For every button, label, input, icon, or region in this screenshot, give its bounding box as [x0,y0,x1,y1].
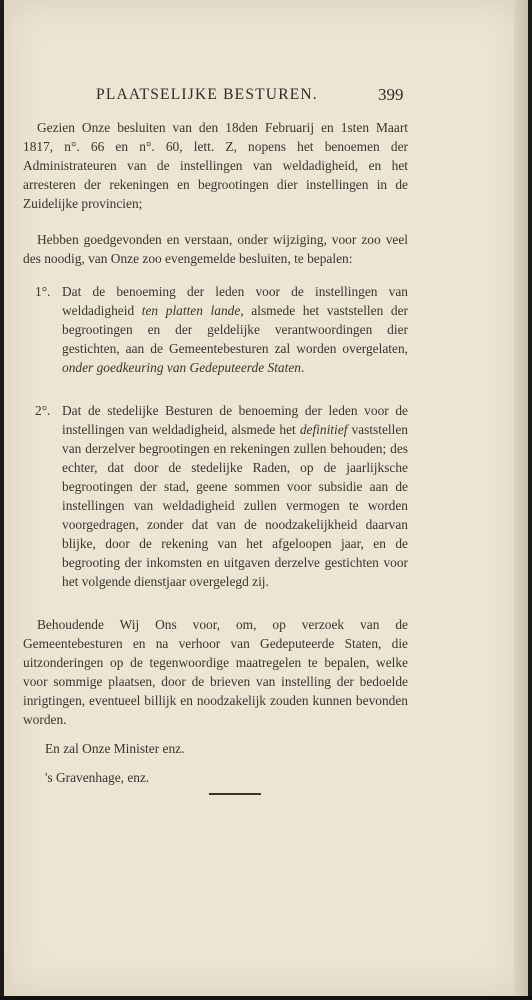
page-header [4,86,524,110]
running-title: PLAATSELIJKE BESTUREN. [96,86,318,103]
article-number: 1°. [35,284,51,299]
italic-phrase: ten platten lande [141,303,241,318]
paragraph-preamble: Gezien Onze besluiten van den 18den Februarij en 1sten Maart 1817, n°. 66 en n°. 60, lett. Z, nopens het benoemen der Administrateuren van de instellingen van weldadigheid, en het arresteren der rekeningen en begrootingen dier instellingen in de Zuidelijke provincien; [23,120,408,211]
closing-line-place: 's Gravenhage, enz. [45,770,150,785]
paragraph-resolution: Hebben goedgevonden en verstaan, onder wijziging, voor zoo veel des noodig, van Onze zoo evengemelde besluiten, te bepalen: [23,232,408,266]
closing-line-minister: En zal Onze Minister enz. [45,741,185,756]
page-body [23,118,408,797]
article-2 [23,401,408,591]
article-number: 2°. [35,403,51,418]
article-1 [23,282,408,377]
italic-phrase: definitief [299,422,348,437]
italic-phrase: onder goedkeuring van Gedeputeerde Staten [62,360,301,375]
page-edge [514,0,528,996]
page-number: 399 [378,85,404,104]
paragraph-reservation: Behoudende Wij Ons voor, om, op verzoek van de Gemeentebesturen en na verhoor van Gedeputeerde Staten, die uitzonderingen op de tegenwoordige maatregelen te bepalen, welke voor sommige plaatsen, door de brieven van instelling der bedoelde inrigtingen, eventueel billijk en noodzakelijk zouden kunnen bevonden worden. [23,617,408,727]
article-text: Dat de benoeming der leden voor de instellingen van weldadigheid ten platten lande, alsmede het vaststellen der begrootingen en der geldelijke verantwoordingen dier gestichten, aan de Gemeentebesturen zal worden overgelaten, onder goedkeuring van Gedeputeerde Staten. [62,284,408,375]
book-page [4,0,524,996]
end-rule [209,793,261,795]
article-text: Dat de stedelijke Besturen de benoeming der leden voor de instellingen van weldadigheid, alsmede het definitief vaststellen van derzelver begrootingen en rekeningen zullen behouden; des echter, dat door de stedelijke Raden, op de jaarlijksche begrootingen der stad, geene sommen voor subsidie aan de instellingen van weldadigheid zullen vermogen te worden voorgedragen, zonder dat van de noodzakelijkheid daarvan blijke, door de rekening van het afgeloopen jaar, en de begrooting der inkomsten en uitgaven derzelve gestichten voor het volgende dienstjaar overgelegd zij. [62,403,408,589]
scan-border [0,996,532,1000]
